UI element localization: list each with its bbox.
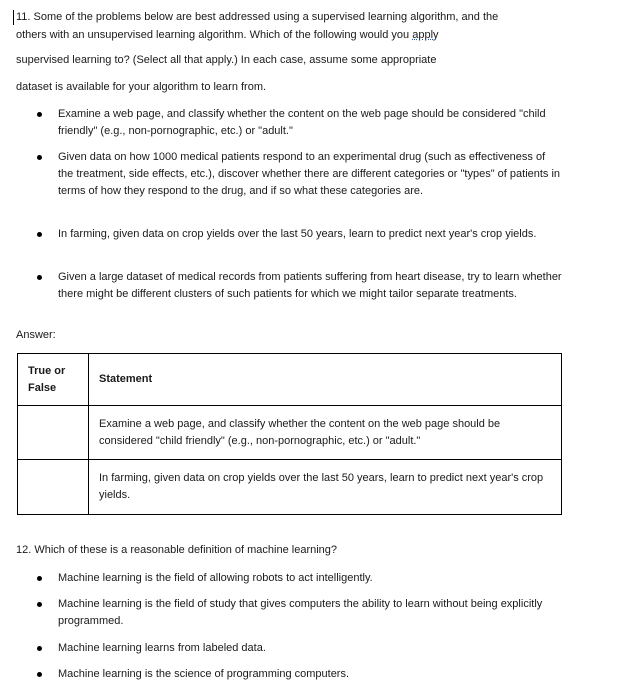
bullet-icon <box>37 275 42 280</box>
q11-line-1: 11. Some of the problems below are best addressed using a supervised learning algorithm, and the <box>16 11 499 23</box>
q11-option-text: Given a large dataset of medical records from patients suffering from heart disease, try to learn whether there might be different clusters of such patients for which we might tailor separate treatments. <box>58 271 562 300</box>
table-row <box>18 406 562 460</box>
q11-apply-word: apply <box>412 29 439 41</box>
table-cell-answer[interactable] <box>18 460 89 515</box>
header-true-or-false: True or False <box>18 354 89 406</box>
bullet-icon <box>37 672 42 677</box>
bullet-icon <box>37 155 42 160</box>
q12-title: 12. Which of these is a reasonable definition of machine learning? <box>16 544 338 556</box>
q11-option-text: In farming, given data on crop yields over the last 50 years, learn to predict next year's crop yields. <box>58 228 537 240</box>
q12-option-text: Machine learning is the science of programming computers. <box>58 668 350 680</box>
table-header-row <box>18 354 562 406</box>
q12-option-text: Machine learning learns from labeled data. <box>58 642 266 654</box>
bullet-icon <box>37 576 42 581</box>
bullet-icon <box>37 232 42 237</box>
q11-option-text: Given data on how 1000 medical patients respond to an experimental drug (such as effectiveness of the treatment, side effects, etc.), discover whether there are different categories or "types" of patients in terms of how they respond to the drug, and if so what these categories are. <box>58 151 561 197</box>
q11-line-2-text: others with an unsupervised learning algorithm. Which of the following would you <box>16 29 413 41</box>
text-cursor <box>13 10 14 25</box>
header-statement: Statement <box>89 354 562 406</box>
answer-label: Answer: <box>16 329 56 341</box>
table-cell-answer[interactable] <box>18 406 89 460</box>
table-cell-statement: In farming, given data on crop yields over the last 50 years, learn to predict next year's crop yields. <box>89 460 562 515</box>
q11-line-4: dataset is available for your algorithm to learn from. <box>16 81 267 93</box>
bullet-icon <box>37 602 42 607</box>
answer-table <box>17 353 562 515</box>
q11-line-3: supervised learning to? (Select all that apply.) In each case, assume some appropriate <box>16 54 437 66</box>
bullet-icon <box>37 646 42 651</box>
q11-line-2 <box>16 28 439 42</box>
q12-option-text: Machine learning is the field of allowing robots to act intelligently. <box>58 572 373 584</box>
table-row <box>18 460 562 515</box>
q11-option-text: Examine a web page, and classify whether the content on the web page should be considered "child friendly" (e.g., non-pornographic, etc.) or "adult." <box>58 108 546 137</box>
bullet-icon <box>37 112 42 117</box>
table-cell-statement: Examine a web page, and classify whether the content on the web page should be considered "child friendly" (e.g., non-pornographic, etc.) or "adult." <box>89 406 562 460</box>
q12-option-text: Machine learning is the field of study that gives computers the ability to learn without being explicitly programmed. <box>58 598 543 627</box>
